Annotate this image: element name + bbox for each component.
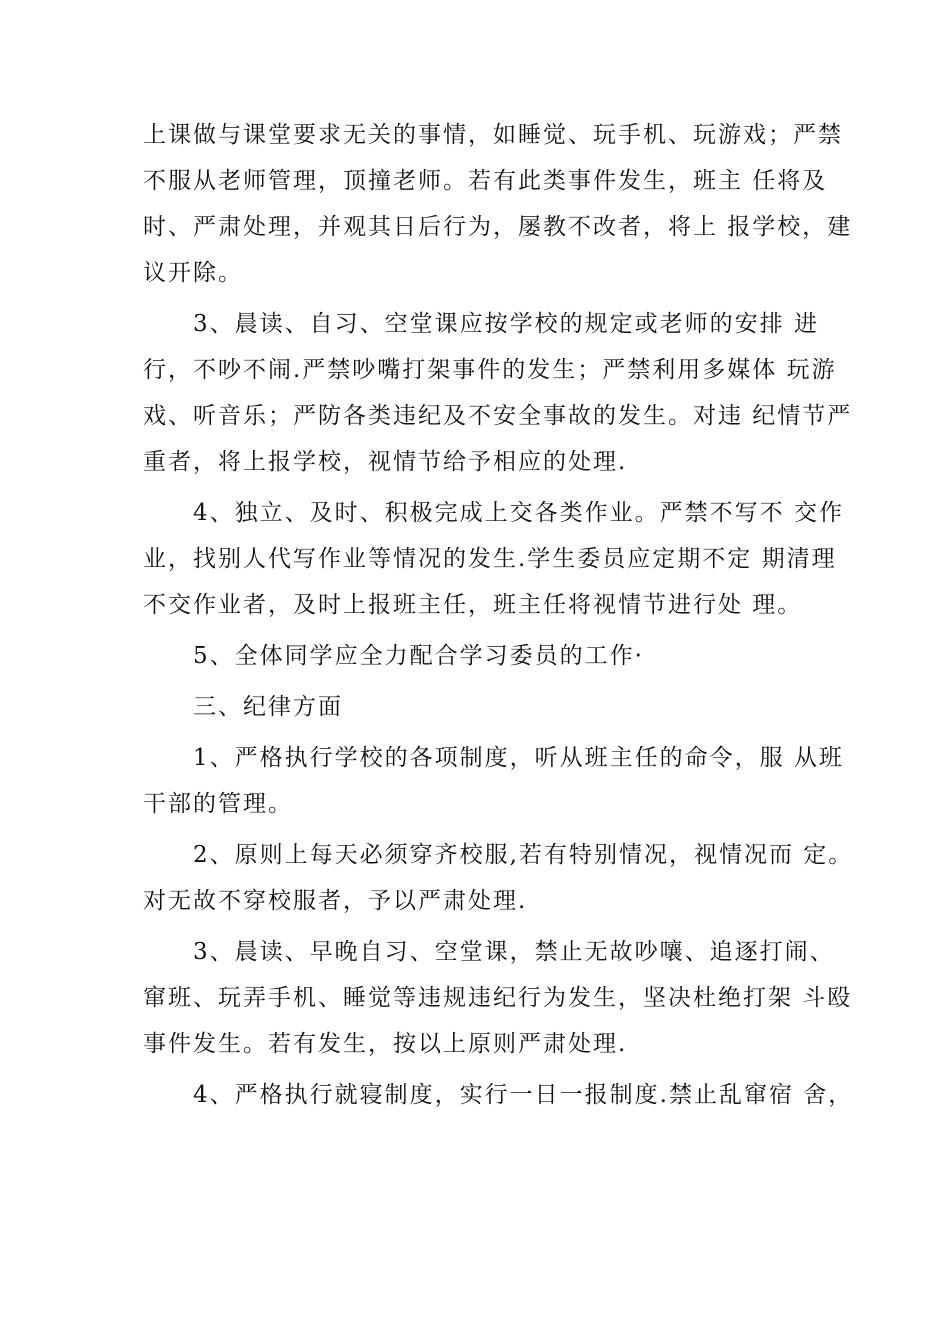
paragraph-start-line: 3、晨读、自习、空堂课应按学校的规定或老师的安排 进 <box>193 311 819 337</box>
paragraph-start-line: 4、独立、及时、积极完成上交各类作业。严禁不写不 交作 <box>193 500 844 526</box>
text-line: 时、严肃处理，并观其日后行为，屡教不改者，将上 报学校，建 <box>143 214 853 240</box>
paragraph-start-line: 3、晨读、早晚自习、空堂课，禁止无故吵嚷、追逐打闹、 <box>193 939 835 965</box>
paragraph-start-line: 4、严格执行就寝制度，实行一日一报制度.禁止乱窜宿 舍， <box>193 1082 854 1108</box>
paragraph-start-line: 5、全体同学应全力配合学习委员的工作· <box>193 643 644 669</box>
text-line: 行，不吵不闹.严禁吵嘴打架事件的发生；严禁利用多媒体 玩游 <box>143 357 837 383</box>
text-line: 戏、听音乐；严防各类违纪及不安全事故的发生。对违 纪情节严 <box>143 403 853 429</box>
text-line: 事件发生。若有发生，按以上原则严肃处理. <box>143 1031 628 1057</box>
text-line: 业，找别人代写作业等情况的发生.学生委员应定期不定 期清理 <box>143 546 837 572</box>
paragraph-start-line: 1、严格执行学校的各项制度，听从班主任的命令，服 从班 <box>193 745 844 771</box>
text-line: 对无故不穿校服者，予以严肃处理. <box>143 888 528 914</box>
section-heading: 三、纪律方面 <box>193 694 343 720</box>
text-line: 干部的管理。 <box>143 791 293 817</box>
document-body <box>143 112 854 1118</box>
text-line: 不服从老师管理，顶撞老师。若有此类事件发生，班主 任将及 <box>143 168 828 194</box>
text-line: 重者，将上报学校，视情节给予相应的处理. <box>143 449 628 475</box>
text-line: 窜班、玩弄手机、睡觉等违规违纪行为发生，坚决杜绝打架 斗殴 <box>143 985 853 1011</box>
text-line: 议开除。 <box>143 260 243 286</box>
text-line: 不交作业者，及时上报班主任，班主任将视情节进行处 理。 <box>143 592 803 618</box>
paragraph-start-line: 2、原则上每天必须穿齐校服,若有特别情况，视情况而 定。 <box>193 842 854 868</box>
text-line: 上课做与课堂要求无关的事情，如睡觉、玩手机、玩游戏；严禁 <box>143 122 843 148</box>
